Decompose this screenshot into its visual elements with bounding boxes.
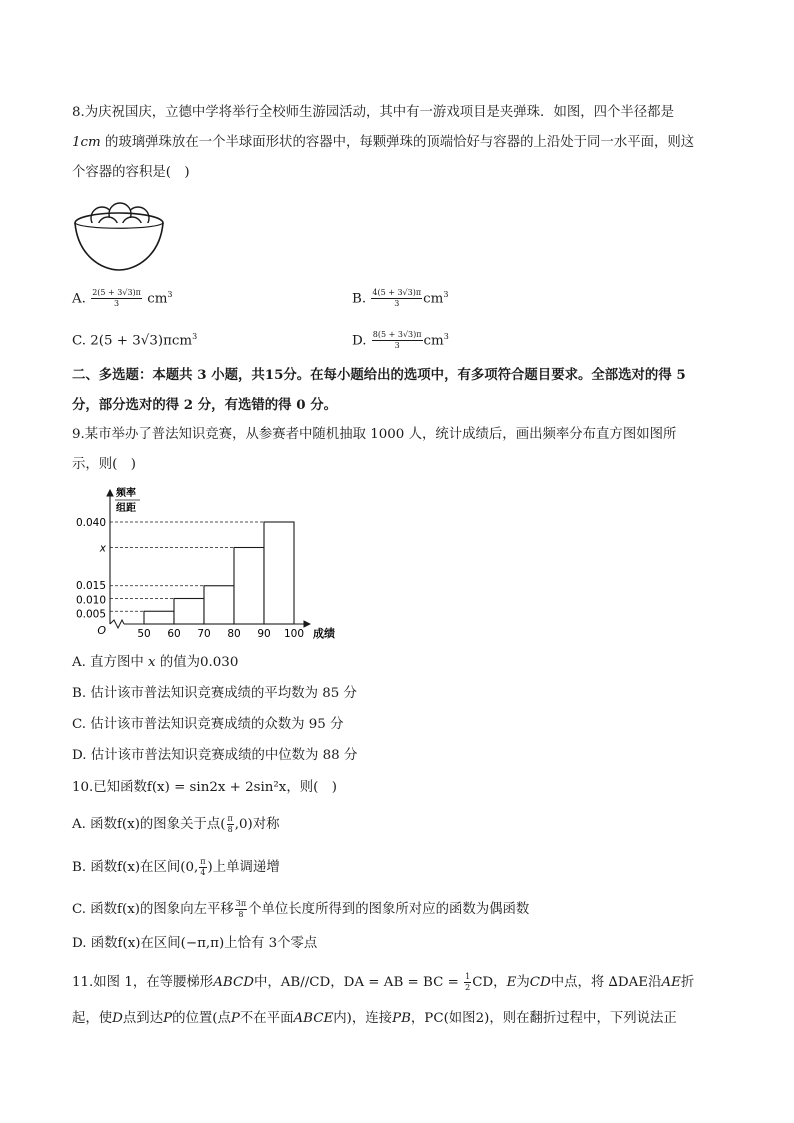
y-tick-labels (76, 517, 107, 620)
heading-text: 分。在每小题给出的选项中，有多项符合题目要求。全部选对的得 (283, 367, 672, 383)
x-tick-label: 50 (137, 628, 151, 640)
option-label: D. (352, 333, 371, 349)
denominator: 3 (114, 299, 120, 309)
q11-var: P (163, 1011, 173, 1026)
unit: cm (147, 291, 168, 307)
numerator: 1 (465, 972, 471, 981)
section-heading-line1 (72, 366, 686, 384)
q11-line2 (72, 1010, 677, 1028)
histogram-bar (144, 611, 174, 624)
total-score: 15 (264, 367, 284, 383)
y-tick-label: 0.015 (75, 579, 106, 592)
denominator: 3 (394, 299, 400, 309)
q11-var: CD (529, 975, 551, 990)
question-count: 3 (197, 367, 207, 383)
x-axis-label: 成绩 (313, 627, 335, 640)
q11-text: ，PC(如图2)，则在翻折过程中，下列说法正 (410, 1011, 677, 1026)
q11-text: 内)，连接 (333, 1011, 393, 1026)
y-tick-label: 0.040 (75, 517, 106, 529)
q11-var: AE (661, 975, 681, 990)
x-tick-label: 60 (167, 628, 181, 640)
histogram-bar (264, 522, 294, 624)
y-label-top: 频率 (116, 488, 136, 499)
q10-option-c[interactable] (72, 899, 529, 920)
q8-option-b[interactable] (352, 286, 448, 309)
histogram-bars (144, 522, 294, 624)
x-tick-label: 90 (257, 628, 271, 640)
q11-text: 中，AB//CD，DA = AB = BC = (253, 975, 464, 990)
histogram-bar (174, 599, 204, 625)
q11-line1 (72, 972, 694, 993)
q10-option-d[interactable]: D. 函数f(x)在区间(−π,π)上恰有 3个零点 (72, 936, 318, 951)
y-tick-label: 0.010 (75, 594, 106, 607)
unit: cm (423, 333, 444, 349)
q9-line1: 9.某市举办了普法知识竞赛，从参赛者中随机抽取 1000 人，统计成绩后，画出频率分布直方图如图所 (72, 427, 677, 442)
y-tick-label: 0.005 (75, 608, 106, 621)
q11-var: ABCD (213, 975, 254, 990)
numerator: π (200, 857, 206, 866)
heading-text: 小题，共 (211, 367, 265, 383)
q11-text: 中点，将 ∆DAE沿 (550, 975, 662, 990)
q11-var: D (112, 1011, 123, 1026)
variable: x (148, 655, 156, 670)
y-label-bottom: 组距 (116, 503, 136, 514)
option-text: 个单位长度所得到的图象所对应的函数为偶函数 (248, 902, 530, 917)
heading-text: 二、多选题：本题共 (72, 367, 193, 383)
option-text: ,0)对称 (234, 817, 280, 832)
histogram-bar (234, 548, 264, 625)
fraction (91, 288, 142, 309)
exponent: 3 (443, 290, 449, 299)
q9-line2: 示，则( ) (72, 457, 137, 472)
y-tick-label: x (99, 542, 106, 555)
x-tick-label: 80 (227, 628, 241, 640)
exponent: 3 (443, 332, 449, 341)
frequency-histogram (72, 484, 362, 646)
q11-text: 不在平面 (239, 1011, 294, 1026)
q9-option-d[interactable]: D. 估计该市普法知识竞赛成绩的中位数为 88 分 (72, 748, 358, 763)
q10-stem: 10.已知函数f(x) = sin2x + 2sin²x，则( ) (72, 780, 337, 795)
q11-var: ABCE (293, 1011, 334, 1026)
option-label: A. (72, 291, 91, 307)
numerator: 3π (235, 899, 247, 908)
q8-option-c[interactable] (72, 328, 197, 350)
q9-option-b[interactable]: B. 估计该市普法知识竞赛成绩的平均数为 85 分 (72, 686, 357, 701)
section-heading-line2 (72, 396, 337, 414)
numerator: π (227, 814, 233, 823)
q10-option-a[interactable] (72, 814, 280, 835)
q11-var: PB (392, 1011, 411, 1026)
numerator: 2(5 + 3√3)π (92, 288, 141, 298)
q11-var: E (506, 975, 517, 990)
option-label: B. (352, 291, 371, 307)
heading-text: 分。 (310, 397, 337, 413)
histogram-bar (204, 586, 234, 624)
option-label: C. (72, 333, 91, 349)
q9-option-a[interactable] (72, 654, 238, 672)
q9-option-c[interactable]: C. 估计该市普法知识竞赛成绩的众数为 95 分 (72, 717, 344, 732)
denominator: 2 (465, 983, 471, 992)
option-text: C. 函数f(x)的图象向左平移 (72, 902, 234, 917)
denominator: 3 (394, 341, 400, 351)
q8-line2-rest: 的玻璃弹珠放在一个半球面形状的容器中，每颗弹珠的顶端恰好与容器的上沿处于同一水平面，则这 (100, 135, 695, 150)
denominator: 8 (227, 825, 233, 834)
q8-line2 (72, 134, 694, 152)
denominator: 8 (238, 910, 244, 919)
option-text: A. 函数f(x)的图象关于点( (72, 817, 226, 832)
fraction (199, 857, 206, 878)
wrong-score: 0 (296, 397, 306, 413)
q8-option-d[interactable] (352, 328, 449, 351)
x-tick-labels (137, 628, 304, 640)
q11-var: P (230, 1011, 240, 1026)
full-score: 5 (676, 367, 686, 383)
origin-label: O (97, 624, 106, 637)
unit: cm (423, 291, 444, 307)
fraction (372, 330, 423, 351)
fraction (227, 814, 234, 835)
q11-text: 起，使 (72, 1011, 113, 1026)
q8-option-a[interactable] (72, 286, 173, 309)
q11-text: 折 (680, 975, 695, 990)
numerator: 8(5 + 3√3)π (372, 330, 422, 340)
q8-unit: 1cm (72, 135, 101, 150)
q11-text: 点到达 (122, 1011, 164, 1026)
q8-line1: 8.为庆祝国庆，立德中学将举行全校师生游园活动，其中有一游戏项目是夹弹珠．如图，四个半径都是 (72, 105, 674, 120)
option-text: 2(5 + 3√3)πcm (90, 333, 193, 349)
partial-score: 2 (183, 397, 194, 413)
heading-text: 分，有选错的得 (197, 397, 292, 413)
denominator: 4 (200, 868, 206, 877)
q11-text: 为 (516, 975, 530, 990)
q11-text: 11.如图 1，在等腰梯形 (72, 975, 214, 990)
x-tick-label: 70 (197, 628, 211, 640)
x-tick-label: 100 (283, 628, 305, 640)
option-text: B. 函数f(x)在区间(0, (72, 860, 199, 875)
q8-line3: 个容器的容积是( ) (72, 165, 190, 180)
bowl-with-marbles-figure (72, 198, 166, 274)
numerator: 4(5 + 3√3)π (372, 288, 422, 298)
exponent: 3 (167, 290, 173, 299)
fraction (371, 288, 422, 309)
option-text: )上单调递增 (207, 860, 280, 875)
axis-break-mark (110, 620, 124, 628)
option-text: 的值为0.030 (155, 655, 239, 670)
fraction (235, 899, 247, 920)
q10-option-b[interactable] (72, 857, 280, 878)
q11-text: 的位置(点 (172, 1011, 231, 1026)
exponent: 3 (192, 332, 198, 341)
fraction (464, 972, 471, 993)
option-text: A. 直方图中 (72, 655, 149, 670)
q11-text: CD， (472, 975, 507, 990)
heading-text: 分，部分选对的得 (72, 397, 180, 413)
